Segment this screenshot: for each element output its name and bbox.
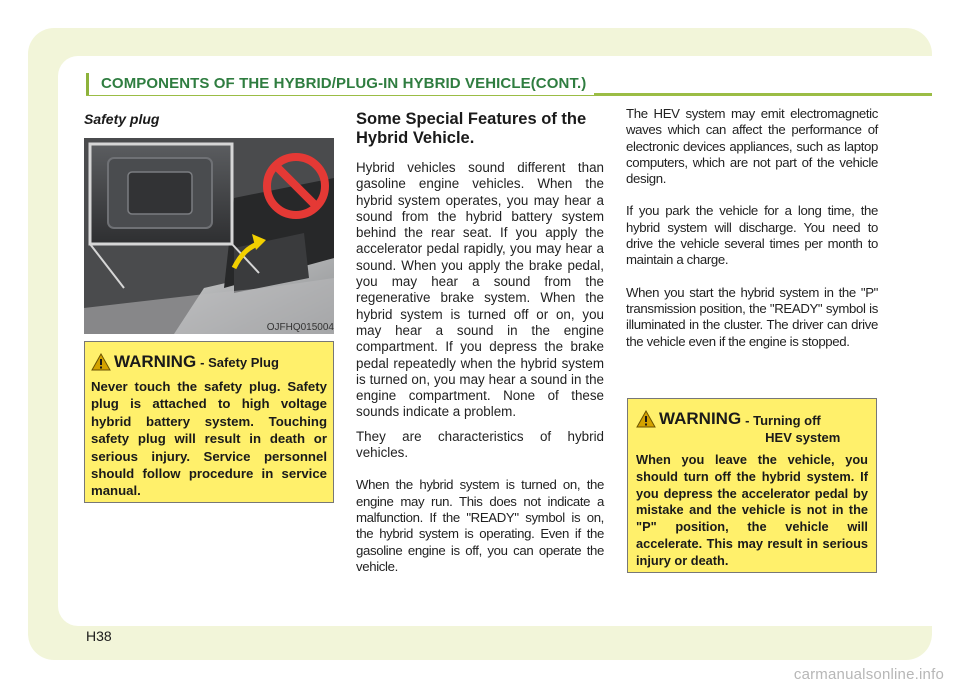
paragraph-characteristics: They are characteristics of hybrid vehicles. bbox=[356, 428, 604, 461]
warning-triangle-icon bbox=[636, 410, 656, 428]
section-title-safety-plug: Safety plug bbox=[84, 111, 160, 127]
paragraph-sounds: Hybrid vehicles sound different than gasoline engine vehicles. When the hybrid system operates, you may hear a sound from the hybrid battery system behind the rear seat. If you apply the accelerator pedal rapidly, you may hear a sound. When you apply the brake pedal, you may hear a sound from the regenerative brake system. When the hybrid system is turned off or on, you may hear a sound in the engine compartment. If you depress the brake pedal repeatedly when the hybrid system is turned on, you may hear a sound in the engine compartment. None of these sounds indicate a problem. bbox=[356, 160, 604, 420]
paragraph-park-discharge: If you park the vehicle for a long time, the hybrid system will discharge. You need to drive the vehicle several times per month to maintain a charge. bbox=[626, 203, 878, 268]
warning-heading bbox=[91, 352, 327, 372]
page-number: H38 bbox=[86, 628, 112, 644]
warning-body: When you leave the vehicle, you should turn off the hybrid system. If you depress the accelerator pedal by mistake and the vehicle is not in the "P" position, the vehicle will accelerate. This may result in serious injury or death. bbox=[636, 452, 868, 568]
warning-box-hev-off bbox=[627, 398, 877, 573]
image-caption: OJFHQ015004 bbox=[266, 322, 334, 333]
prohibition-icon bbox=[260, 150, 332, 222]
paragraph-engine-run: When the hybrid system is turned on, the engine may run. This does not indicate a malfunction. If the "READY" symbol is on, the hybrid system is operating. Even if the gasoline engine is off, you can operate the vehicle. bbox=[356, 477, 604, 574]
paragraph-ready-symbol: When you start the hybrid system in the "P" transmission position, the "READY" symbol is illuminated in the cluster. The driver can drive the vehicle even if the engine is stopped. bbox=[626, 284, 878, 349]
paragraph-electromagnetic: The HEV system may emit electromagnetic waves which can affect the performance of electronic devices appliances, such as laptop computers, which are not part of the vehicle design. bbox=[626, 106, 878, 187]
warning-body: Never touch the safety plug. Safety plug is attached to high voltage hybrid battery system. Touching safety plug will result in death or serious injury. Service personnel should follow procedure in service manual. bbox=[91, 379, 327, 499]
header-title: COMPONENTS OF THE HYBRID/PLUG-IN HYBRID VEHICLE(CONT.) bbox=[86, 73, 594, 95]
warning-subtitle-line2: HEV system bbox=[765, 430, 841, 445]
warning-label: WARNING bbox=[114, 352, 197, 371]
warning-triangle-icon bbox=[91, 353, 111, 371]
column-right bbox=[626, 106, 878, 350]
watermark-link[interactable]: carmanualsonline.info bbox=[793, 666, 944, 683]
warning-box-safety-plug bbox=[84, 341, 334, 503]
warning-subtitle bbox=[745, 412, 840, 446]
column-left bbox=[84, 110, 334, 127]
warning-label: WARNING bbox=[659, 409, 742, 428]
safety-plug-photo bbox=[84, 138, 334, 334]
section-heading-special-features: Some Special Features of the Hybrid Vehicle. bbox=[356, 110, 587, 147]
section-header bbox=[86, 73, 932, 95]
warning-heading bbox=[636, 409, 868, 446]
warning-subtitle: - Safety Plug bbox=[200, 355, 279, 370]
warning-subtitle-line1: - Turning off bbox=[745, 413, 821, 428]
column-middle bbox=[356, 110, 604, 575]
